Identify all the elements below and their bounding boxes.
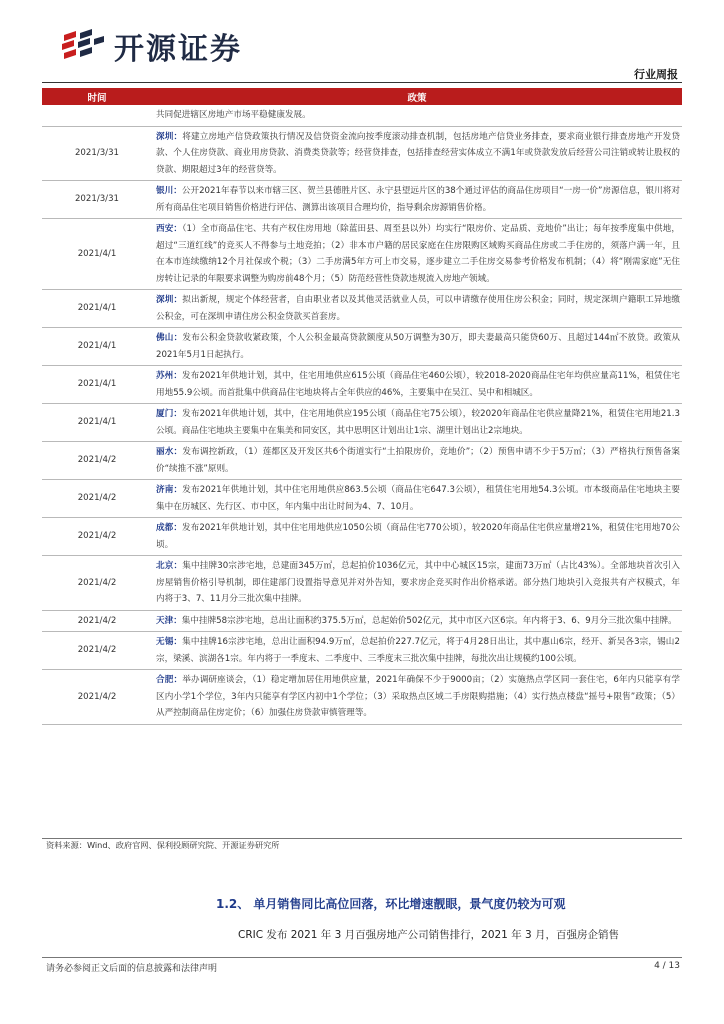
row-policy-text: （1）全市商品住宅、共有产权住房用地（除蓝田县、周至县以外）均实行“限房价、定品质、竞地价”出让；每年按季度集中供地，超过“三道红线”的竞买人不得参与土地竞拍；（2）非本市户籍的居民家庭在住房限购区域购买商品住房或二手住房的，须落户满一年，且在本市连续缴纳12个月社保或个税；（3）二手房满5年方可上市交易，逐步建立二手住房交易参考价格发布机制；（4）将“刚需家庭”无住房转让记录的年限要求调整为购房前48个月；（5）防范经营性贷款违规流入房地产领域。 — [156, 224, 680, 284]
row-policy — [152, 366, 682, 404]
table-row — [42, 442, 682, 480]
row-policy — [152, 610, 682, 632]
row-date: 2021/4/1 — [42, 290, 152, 328]
table-row — [42, 181, 682, 219]
report-type: 行业周报 — [634, 68, 678, 81]
row-city: 西安： — [156, 224, 183, 234]
row-city: 苏州： — [156, 371, 183, 381]
body-paragraph: CRIC 发布 2021 年 3 月百强房地产公司销售排行，2021 年 3 月，百强房企销售 — [238, 929, 620, 941]
row-city: 丽水： — [156, 447, 183, 457]
table-row — [42, 126, 682, 181]
row-city: 佛山： — [156, 333, 183, 343]
table-row — [42, 632, 682, 670]
row-date: 2021/4/2 — [42, 632, 152, 670]
footer-disclaimer: 请务必参阅正文后面的信息披露和法律声明 — [46, 964, 218, 974]
row-policy — [152, 480, 682, 518]
row-date: 2021/4/1 — [42, 219, 152, 290]
row-policy — [152, 290, 682, 328]
table-bottom-divider — [42, 838, 682, 839]
row-policy — [152, 105, 682, 126]
policy-table-container — [42, 88, 682, 725]
table-body — [42, 105, 682, 724]
row-city: 合肥： — [156, 675, 183, 685]
row-policy-text: 集中挂牌58宗涉宅地，总出让面积约375.5万㎡，总起始价502亿元，其中市区六区6宗。年内将于3、6、9月分三批次集中挂牌。 — [181, 615, 677, 626]
policy-table — [42, 88, 682, 725]
row-date: 2021/4/2 — [42, 442, 152, 480]
row-date: 2021/3/31 — [42, 126, 152, 181]
row-date — [42, 105, 152, 126]
table-row — [42, 105, 682, 126]
row-city: 无锡： — [156, 637, 183, 647]
page-header — [0, 0, 724, 90]
row-city: 深圳： — [156, 295, 183, 305]
section-heading: 1.2、 单月销售同比高位回落，环比增速靓眼，景气度仍较为可观 — [216, 897, 566, 911]
row-date: 2021/4/2 — [42, 556, 152, 611]
row-policy — [152, 404, 682, 442]
row-policy-text: 发布公积金贷款收紧政策，个人公积金最高贷款额度从50万调整为30万，即夫妻最高只能贷60万、且超过144㎡不放贷。政策从2021年5月1日起执行。 — [156, 333, 680, 360]
table-row — [42, 556, 682, 611]
row-policy — [152, 328, 682, 366]
row-policy-text: 公开2021年春节以来市辖三区、贺兰县德胜片区、永宁县望远片区的38个通过评估的商品住房项目“一房一价”房源信息，银川将对所有商品住宅项目销售价格进行评估、测算出该项目合理均价，指导剩余房源销售价格。 — [156, 186, 680, 213]
row-policy — [152, 181, 682, 219]
table-row — [42, 670, 682, 725]
table-row — [42, 328, 682, 366]
brand-mark-icon — [60, 29, 106, 63]
row-policy-text: 发布调控新政，（1）莲都区及开发区共6个街道实行“土拍限房价，竞地价”；（2）预售申请不少于5万㎡；（3）严格执行预售备案价“续推不涨”原则。 — [156, 447, 680, 474]
row-date: 2021/4/1 — [42, 404, 152, 442]
row-date: 2021/4/1 — [42, 366, 152, 404]
row-policy-text: 拟出新规，规定个体经营者，自由职业者以及其他灵活就业人员，可以申请缴存使用住房公积金；同时，规定深圳户籍职工异地缴公积金，可在深圳申请住房公积金贷款买首套房。 — [156, 295, 680, 322]
row-city: 深圳： — [156, 131, 183, 142]
page-number: 4 / 13 — [654, 961, 680, 971]
row-policy-text: 集中挂牌30宗涉宅地，总建面345万㎡，总起拍价1036亿元，其中中心城区15宗，建面73万㎡（占比43%）。全部地块首次引入房屋销售价格引导机制，即住建部门设置指导意见并对外告知，要求房企竞买时作出价格承诺。部分热门地块引入竞报共有产权模式，年内将于3、7、11月分三批次集中挂牌。 — [156, 561, 680, 604]
brand-name: 开源证券 — [114, 32, 242, 67]
source-note: 资料来源：Wind、政府官网、保利投顾研究院、开源证券研究所 — [46, 840, 280, 850]
table-row — [42, 610, 682, 632]
table-row — [42, 480, 682, 518]
row-city: 济南： — [156, 485, 183, 495]
table-header-row — [42, 88, 682, 105]
row-policy-text: 集中挂牌16宗涉宅地，总出让面积94.9万㎡，总起拍价227.7亿元，将于4月28日出让，其中惠山6宗，经开、新吴各3宗，锡山2宗，梁溪、滨湖各1宗。年内将于一季度末、二季度中、三季度末三批次集中挂牌，每批次出让规模约100公顷。 — [156, 637, 680, 664]
row-policy-text: 发布2021年供地计划，其中住宅用地供应1050公顷（商品住宅770公顷），较2020年商品住宅供应量增21%，租赁住宅用地70公顷。 — [156, 523, 680, 550]
row-policy — [152, 518, 682, 556]
table-row — [42, 219, 682, 290]
row-policy — [152, 126, 682, 181]
row-policy-text: 将建立房地产信贷政策执行情况及信贷资金流向按季度滚动排查机制，包括房地产信贷业务排查，要求商业银行排查房地产开发贷款、个人住房贷款、商业用房贷款、消费类贷款等；经营贷排查，包括排查经营实体成立不满1年或贷款发放后经营公司注销或转让股权的贷款、期限超过3年的经营贷等。 — [156, 131, 680, 175]
row-policy — [152, 670, 682, 725]
header-divider — [42, 82, 682, 83]
row-city: 天津： — [156, 615, 182, 626]
row-policy — [152, 219, 682, 290]
footer-divider — [42, 957, 682, 958]
column-header-date: 时间 — [42, 88, 152, 105]
row-date: 2021/4/2 — [42, 480, 152, 518]
row-city: 厦门： — [156, 409, 183, 419]
row-date: 2021/4/2 — [42, 610, 152, 632]
row-policy-text: 发布2021年供地计划，其中，住宅用地供应195公顷（商品住宅75公顷），较2020年商品住宅供应量降21%，租赁住宅用地21.3公顷。商品住宅地块主要集中在集美和同安区，其中思明区计划出让1宗、湖里计划出让2宗地块。 — [156, 409, 680, 436]
row-city: 银川： — [156, 186, 182, 196]
row-policy — [152, 632, 682, 670]
row-policy-text: 举办调研座谈会，（1）稳定增加居住用地供应量，2021年确保不少于9000亩；（2）实施热点学区同一套住宅，6年内只能享有学区内小学1个学位，3年内只能享有学区内初中1个学位；（3）采取热点区域二手房限购措施；（4）实行热点楼盘“摇号+限售”政策；（5）从严控制商品住房定价；（6）加强住房贷款审慎管理等。 — [156, 675, 680, 718]
row-date: 2021/4/2 — [42, 670, 152, 725]
table-row — [42, 366, 682, 404]
row-city: 成都： — [156, 523, 182, 533]
column-header-policy: 政策 — [152, 88, 682, 105]
row-policy — [152, 442, 682, 480]
row-date: 2021/4/2 — [42, 518, 152, 556]
table-row — [42, 404, 682, 442]
row-city: 北京： — [156, 561, 183, 571]
table-row — [42, 290, 682, 328]
row-date: 2021/4/1 — [42, 328, 152, 366]
brand-logo — [60, 24, 242, 68]
row-policy-text: 共同促进辖区房地产市场平稳健康发展。 — [156, 110, 311, 120]
row-policy — [152, 556, 682, 611]
row-policy-text: 发布2021年供地计划，其中，住宅用地供应615公顷（商品住宅460公顷），较2018-2020商品住宅年均供应量高11%，租赁住宅用地55.9公顷。而首批集中供商品住宅地块将占全年供应的46%，主要集中在吴江、吴中和相城区。 — [156, 371, 680, 398]
row-policy-text: 发布2021年供地计划，其中住宅用地供应863.5公顷（商品住宅647.3公顷），租赁住宅用地54.3公顷。市本级商品住宅地块主要集中在历城区、先行区、市中区，年内集中出让时间为4、7、10月。 — [156, 485, 680, 512]
row-date: 2021/3/31 — [42, 181, 152, 219]
table-row — [42, 518, 682, 556]
